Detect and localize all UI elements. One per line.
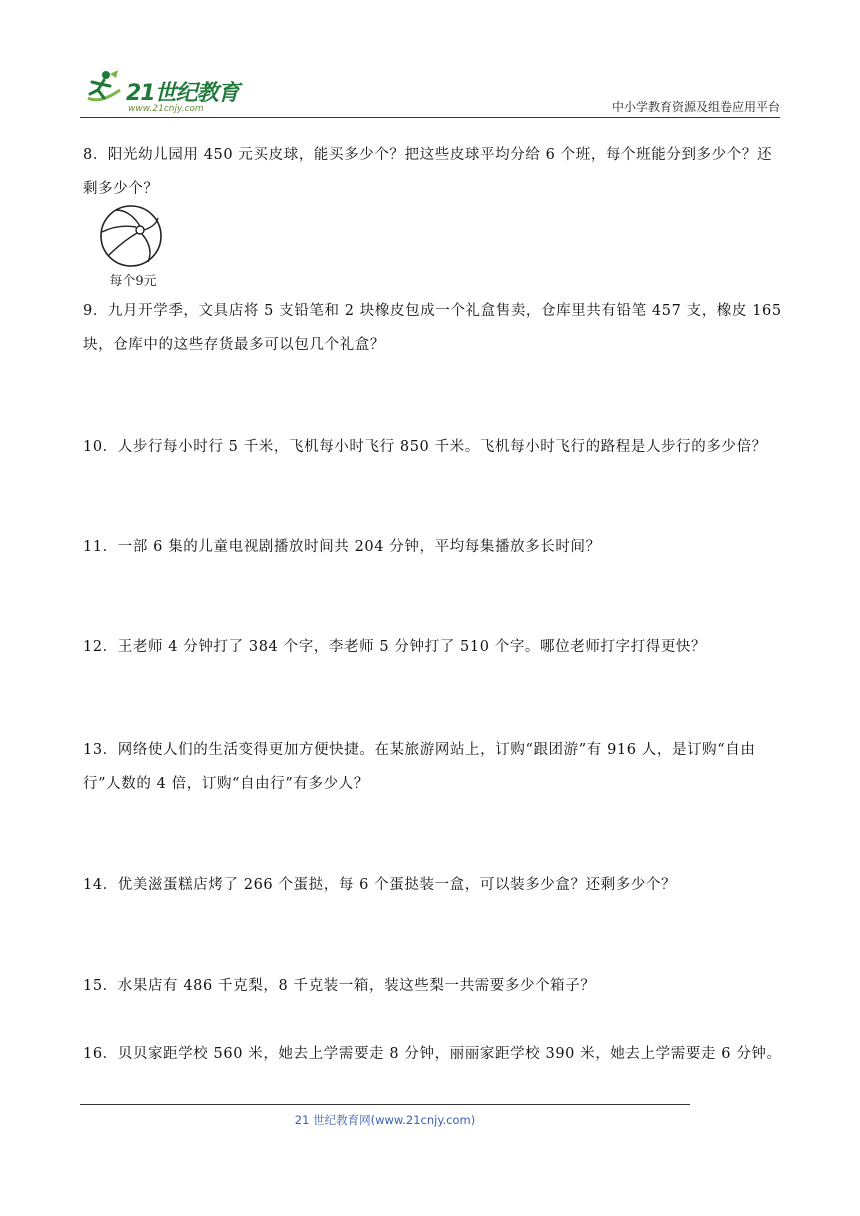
question-8: 8．阳光幼儿园用 450 元买皮球，能买多少个？把这些皮球平均分给 6 个班，每个班能分到多少个？还剩多少个？ xyxy=(83,147,773,197)
question-10: 10．人步行每小时行 5 千米，飞机每小时飞行 850 千米。飞机每小时飞行的路程是人步行的多少倍？ xyxy=(83,439,767,455)
runner-logo-icon xyxy=(80,68,126,108)
header-divider xyxy=(80,117,780,118)
page-header xyxy=(80,64,780,120)
price-caption: 每个9元 xyxy=(109,274,157,289)
logo-brand-text: 21世纪教育 xyxy=(126,81,239,106)
footer-divider xyxy=(80,1104,690,1105)
question-11: 11．一部 6 集的儿童电视剧播放时间共 204 分钟，平均每集播放多长时间？ xyxy=(83,539,601,555)
logo xyxy=(80,64,260,114)
question-14: 14．优美滋蛋糕店烤了 266 个蛋挞，每 6 个蛋挞装一盒，可以装多少盒？还剩多少个？ xyxy=(83,877,677,893)
platform-tagline: 中小学教育资源及组卷应用平台 xyxy=(611,100,780,114)
question-12: 12．王老师 4 分钟打了 384 个字，李老师 5 分钟打了 510 个字。哪位老师打字打得更快？ xyxy=(83,639,707,655)
logo-url-text: www.21cnjy.com xyxy=(128,104,204,114)
footer-source: 21 世纪教育网(www.21cnjy.com) xyxy=(294,1113,476,1127)
question-9: 9．九月开学季，文具店将 5 支铅笔和 2 块橡皮包成一个礼盒售卖，仓库里共有铅笔 457 支，橡皮 165 块，仓库中的这些存货最多可以包几个礼盒？ xyxy=(83,303,782,353)
ball-icon xyxy=(96,204,170,268)
ball-figure xyxy=(96,204,170,294)
question-15: 15．水果店有 486 千克梨，8 千克装一箱，装这些梨一共需要多少个箱子？ xyxy=(83,978,596,994)
question-13: 13．网络使人们的生活变得更加方便快捷。在某旅游网站上，订购“跟团游”有 916 人，是订购“自由行”人数的 4 倍，订购“自由行”有多少人？ xyxy=(83,742,756,792)
question-16: 16．贝贝家距学校 560 米，她去上学需要走 8 分钟，丽丽家距学校 390 米，她去上学需要走 6 分钟。 xyxy=(83,1046,782,1062)
